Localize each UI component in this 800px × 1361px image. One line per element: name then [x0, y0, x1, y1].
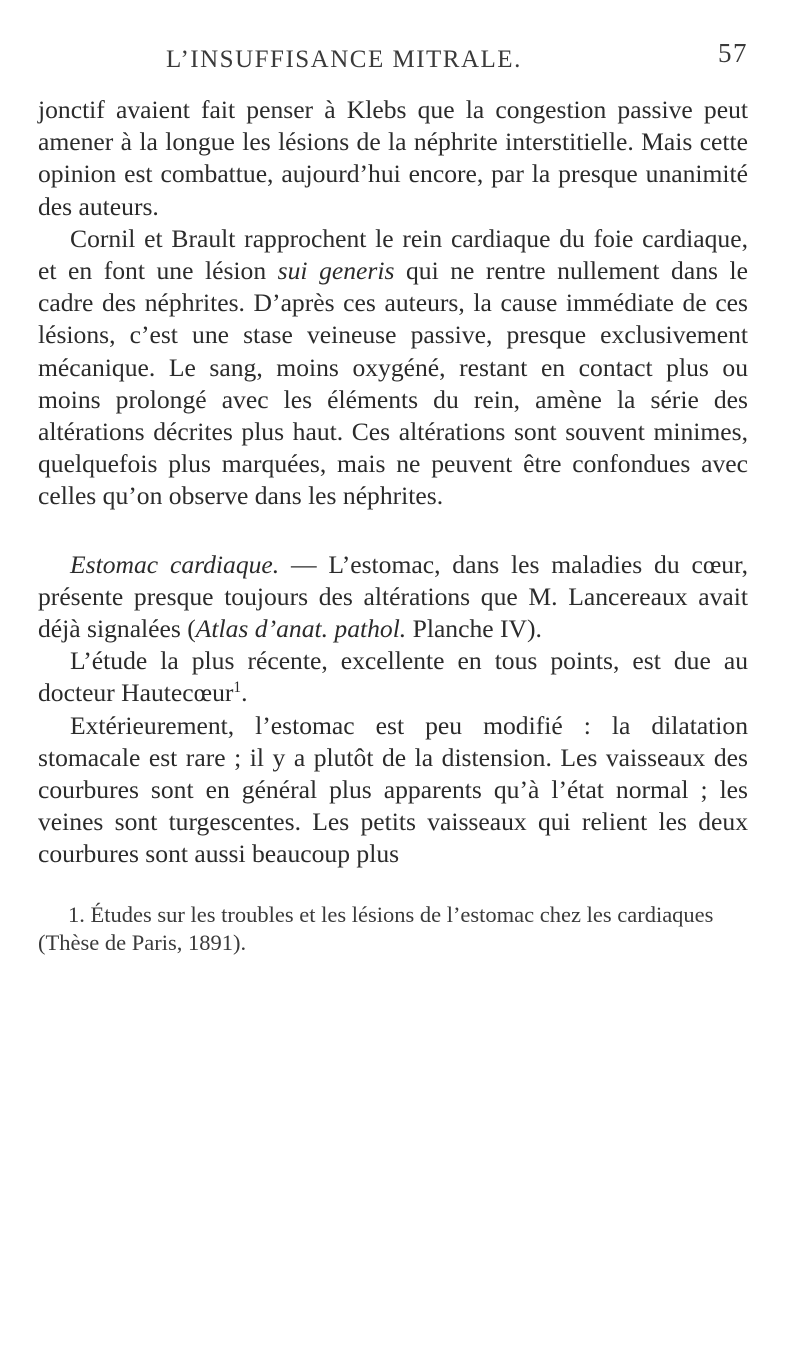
paragraph-3-text-end: Planche IV). — [406, 614, 542, 644]
paragraph-2-text-start: Cornil et Brault rapprochent le rein cardiaque du foie cardiaque, et en font une lésion — [38, 223, 748, 286]
paragraph-3-text: — L’estomac, dans les maladies du cœur, présente presque toujours des altérations que M. Lancereaux avait déjà signalées ( — [38, 549, 748, 644]
paragraph-2-latin-term: sui generis — [277, 256, 395, 286]
paragraph-2-text-end: qui ne rentre nullement dans le cadre des néphrites. D’après ces auteurs, la cause immédiate de ces lésions, c’est une stase veineuse passive, presque exclusivement mécanique. Le sang, moins oxygéné, restant en contact plus ou moins prolongé avec les éléments du rein, amène la série des altérations décrites plus haut. Ces altérations sont souvent minimes, quelquefois plus marquées, mais ne peuvent être confondues avec celles qu’on observe dans les néphrites. — [38, 256, 748, 511]
running-head — [38, 38, 748, 86]
book-page — [38, 38, 748, 957]
paragraph-3 — [38, 549, 748, 646]
footnote-1: 1. Études sur les troubles et les lésions de l’estomac chez les cardiaques (Thèse de Paris, 1891). — [38, 901, 714, 955]
page-number: 57 — [718, 38, 748, 68]
paragraph-1: jonctif avaient fait penser à Klebs que la congestion passive peut amener à la longue les lésions de la néphrite interstitielle. Mais cette opinion est combattue, aujourd’hui encore, par la presque unanimité des auteurs. — [38, 95, 748, 221]
paragraph-5: Extérieurement, l’estomac est peu modifié : la dilatation stomacale est rare ; il y a plutôt de la distension. Les vaisseaux des courbures sont en général plus apparents qu’à l’état normal ; les veines sont turgescentes. Les petits vaisseaux qui relient les deux courbures sont aussi beaucoup plus — [38, 710, 748, 869]
paragraph-4-text: L’étude la plus récente, excellente en tous points, est due au docteur Hautecœur — [38, 646, 748, 708]
footnote-marker: 1 — [233, 679, 242, 697]
chapter-title: L’INSUFFISANCE MITRALE. — [166, 46, 522, 73]
footnotes — [38, 901, 748, 957]
paragraph-4 — [38, 645, 748, 709]
paragraph-3-atlas-reference: Atlas d’anat. pathol. — [195, 614, 407, 644]
paragraph-4-text-end: . — [241, 678, 248, 708]
body-text — [38, 94, 748, 871]
paragraph-2 — [38, 223, 748, 513]
section-heading-estomac-cardiaque: Estomac cardiaque. — [70, 549, 280, 579]
